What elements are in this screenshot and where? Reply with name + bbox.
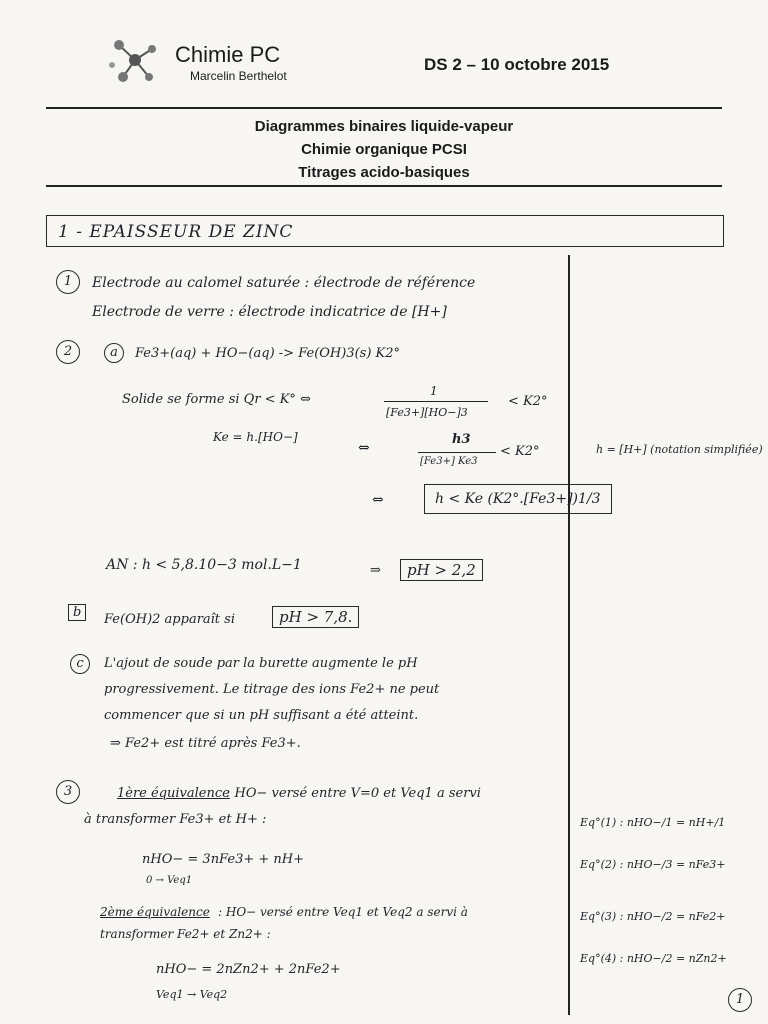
- equiv-arrow-1: ⇔: [358, 440, 370, 456]
- q2-c-line-1: L'ajout de soude par la burette augmente le pH: [104, 656, 418, 671]
- author-name: Marcelin Berthelot: [190, 69, 287, 83]
- q3-eq1-formula: nHO− = 3nFe3+ + nH+: [142, 852, 304, 867]
- q2-boxed-result: h < Ke (K2°.[Fe3+])1/3: [424, 484, 612, 514]
- q2-an: AN : h < 5,8.10−3 mol.L−1: [106, 557, 302, 573]
- q1-line-2: Electrode de verre : électrode indicatrice de [H+]: [92, 304, 447, 320]
- question-3-marker: 3: [56, 780, 80, 804]
- logo: [105, 35, 165, 90]
- question-1-marker: 1: [56, 270, 80, 294]
- q2-condition-frac-bar: [384, 401, 488, 402]
- q2-ke: Ke = h.[HO−]: [213, 430, 298, 444]
- page-number: 1: [728, 988, 752, 1012]
- q2-equiv1-frac-den: [Fe3+] Ke3: [420, 456, 478, 467]
- q2-condition-left: Solide se forme si Qr < K° ⇔: [122, 392, 311, 407]
- topic-2: Chimie organique PCSI: [301, 141, 467, 158]
- margin-note-1: Eq°(1) : nHO−/1 = nH+/1: [580, 816, 726, 829]
- q3-eq2-range: Veq1 → Veq2: [156, 988, 228, 1001]
- q3-eq2-line-2: transformer Fe2+ et Zn2+ :: [100, 927, 271, 941]
- q2-c-line-4: ⇒ Fe2+ est titré après Fe3+.: [110, 736, 301, 751]
- margin-line: [568, 255, 570, 1015]
- q2-c-line-2: progressivement. Le titrage des ions Fe2+ ne peut: [104, 682, 440, 697]
- q2-b-text: Fe(OH)2 apparaît si: [104, 612, 235, 627]
- header-rule-bottom: [46, 185, 722, 187]
- q3-eq1-line-1: : HO− versé entre V=0 et Veq1 a servi: [226, 786, 481, 801]
- margin-note-2: Eq°(2) : nHO−/3 = nFe3+: [580, 858, 726, 871]
- equiv-arrow-2: ⇔: [372, 492, 384, 508]
- q3-eq2-title: 2ème équivalence: [100, 905, 210, 919]
- part-b-marker: b: [68, 603, 86, 621]
- part-c-marker: c: [70, 654, 90, 674]
- header-rule-top: [46, 107, 722, 109]
- q3-eq1-range: 0 → Veq1: [146, 875, 193, 886]
- q2-equiv1-frac-bar: [418, 452, 496, 453]
- topic-3: Titrages acido-basiques: [298, 164, 470, 181]
- brand-name: Chimie PC: [175, 42, 281, 67]
- q2-h-note: h = [H+] (notation simplifiée): [596, 443, 763, 456]
- margin-note-3: Eq°(3) : nHO−/2 = nFe2+: [580, 910, 726, 923]
- q2-an-result: pH > 2,2: [400, 559, 483, 581]
- margin-note-4: Eq°(4) : nHO−/2 = nZn2+: [580, 952, 727, 965]
- q2-c-line-3: commencer que si un pH suffisant a été atteint.: [104, 708, 419, 723]
- part-a-marker: a: [104, 343, 124, 363]
- q2-condition-right: < K2°: [508, 394, 548, 409]
- q2-condition-frac-num: 1: [430, 384, 438, 398]
- section-title: 1 - EPAISSEUR DE ZINC: [58, 222, 294, 242]
- q3-eq1-title: 1ère équivalence: [117, 786, 230, 801]
- q3-eq2-formula: nHO− = 2nZn2+ + 2nFe2+: [156, 962, 341, 977]
- q2-equiv1-right: < K2°: [500, 444, 540, 459]
- exam-title: DS 2 – 10 octobre 2015: [424, 55, 610, 74]
- q3-eq2-line-1: : HO− versé entre Veq1 et Veq2 a servi à: [218, 905, 468, 919]
- q2-condition-frac-den: [Fe3+][HO−]3: [386, 406, 468, 419]
- q3-eq1-line-2: à transformer Fe3+ et H+ :: [84, 812, 267, 827]
- q2-equiv1-frac-num: h3: [452, 432, 471, 447]
- topics-block: [0, 115, 768, 184]
- q2-b-result: pH > 7,8.: [272, 606, 359, 628]
- q2-reaction: Fe3+(aq) + HO−(aq) -> Fe(OH)3(s) K2°: [135, 346, 401, 361]
- q1-line-1: Electrode au calomel saturée : électrode de référence: [92, 275, 476, 291]
- topic-1: Diagrammes binaires liquide-vapeur: [254, 118, 514, 135]
- question-2-marker: 2: [56, 340, 80, 364]
- implies-arrow: ⇒: [370, 563, 381, 578]
